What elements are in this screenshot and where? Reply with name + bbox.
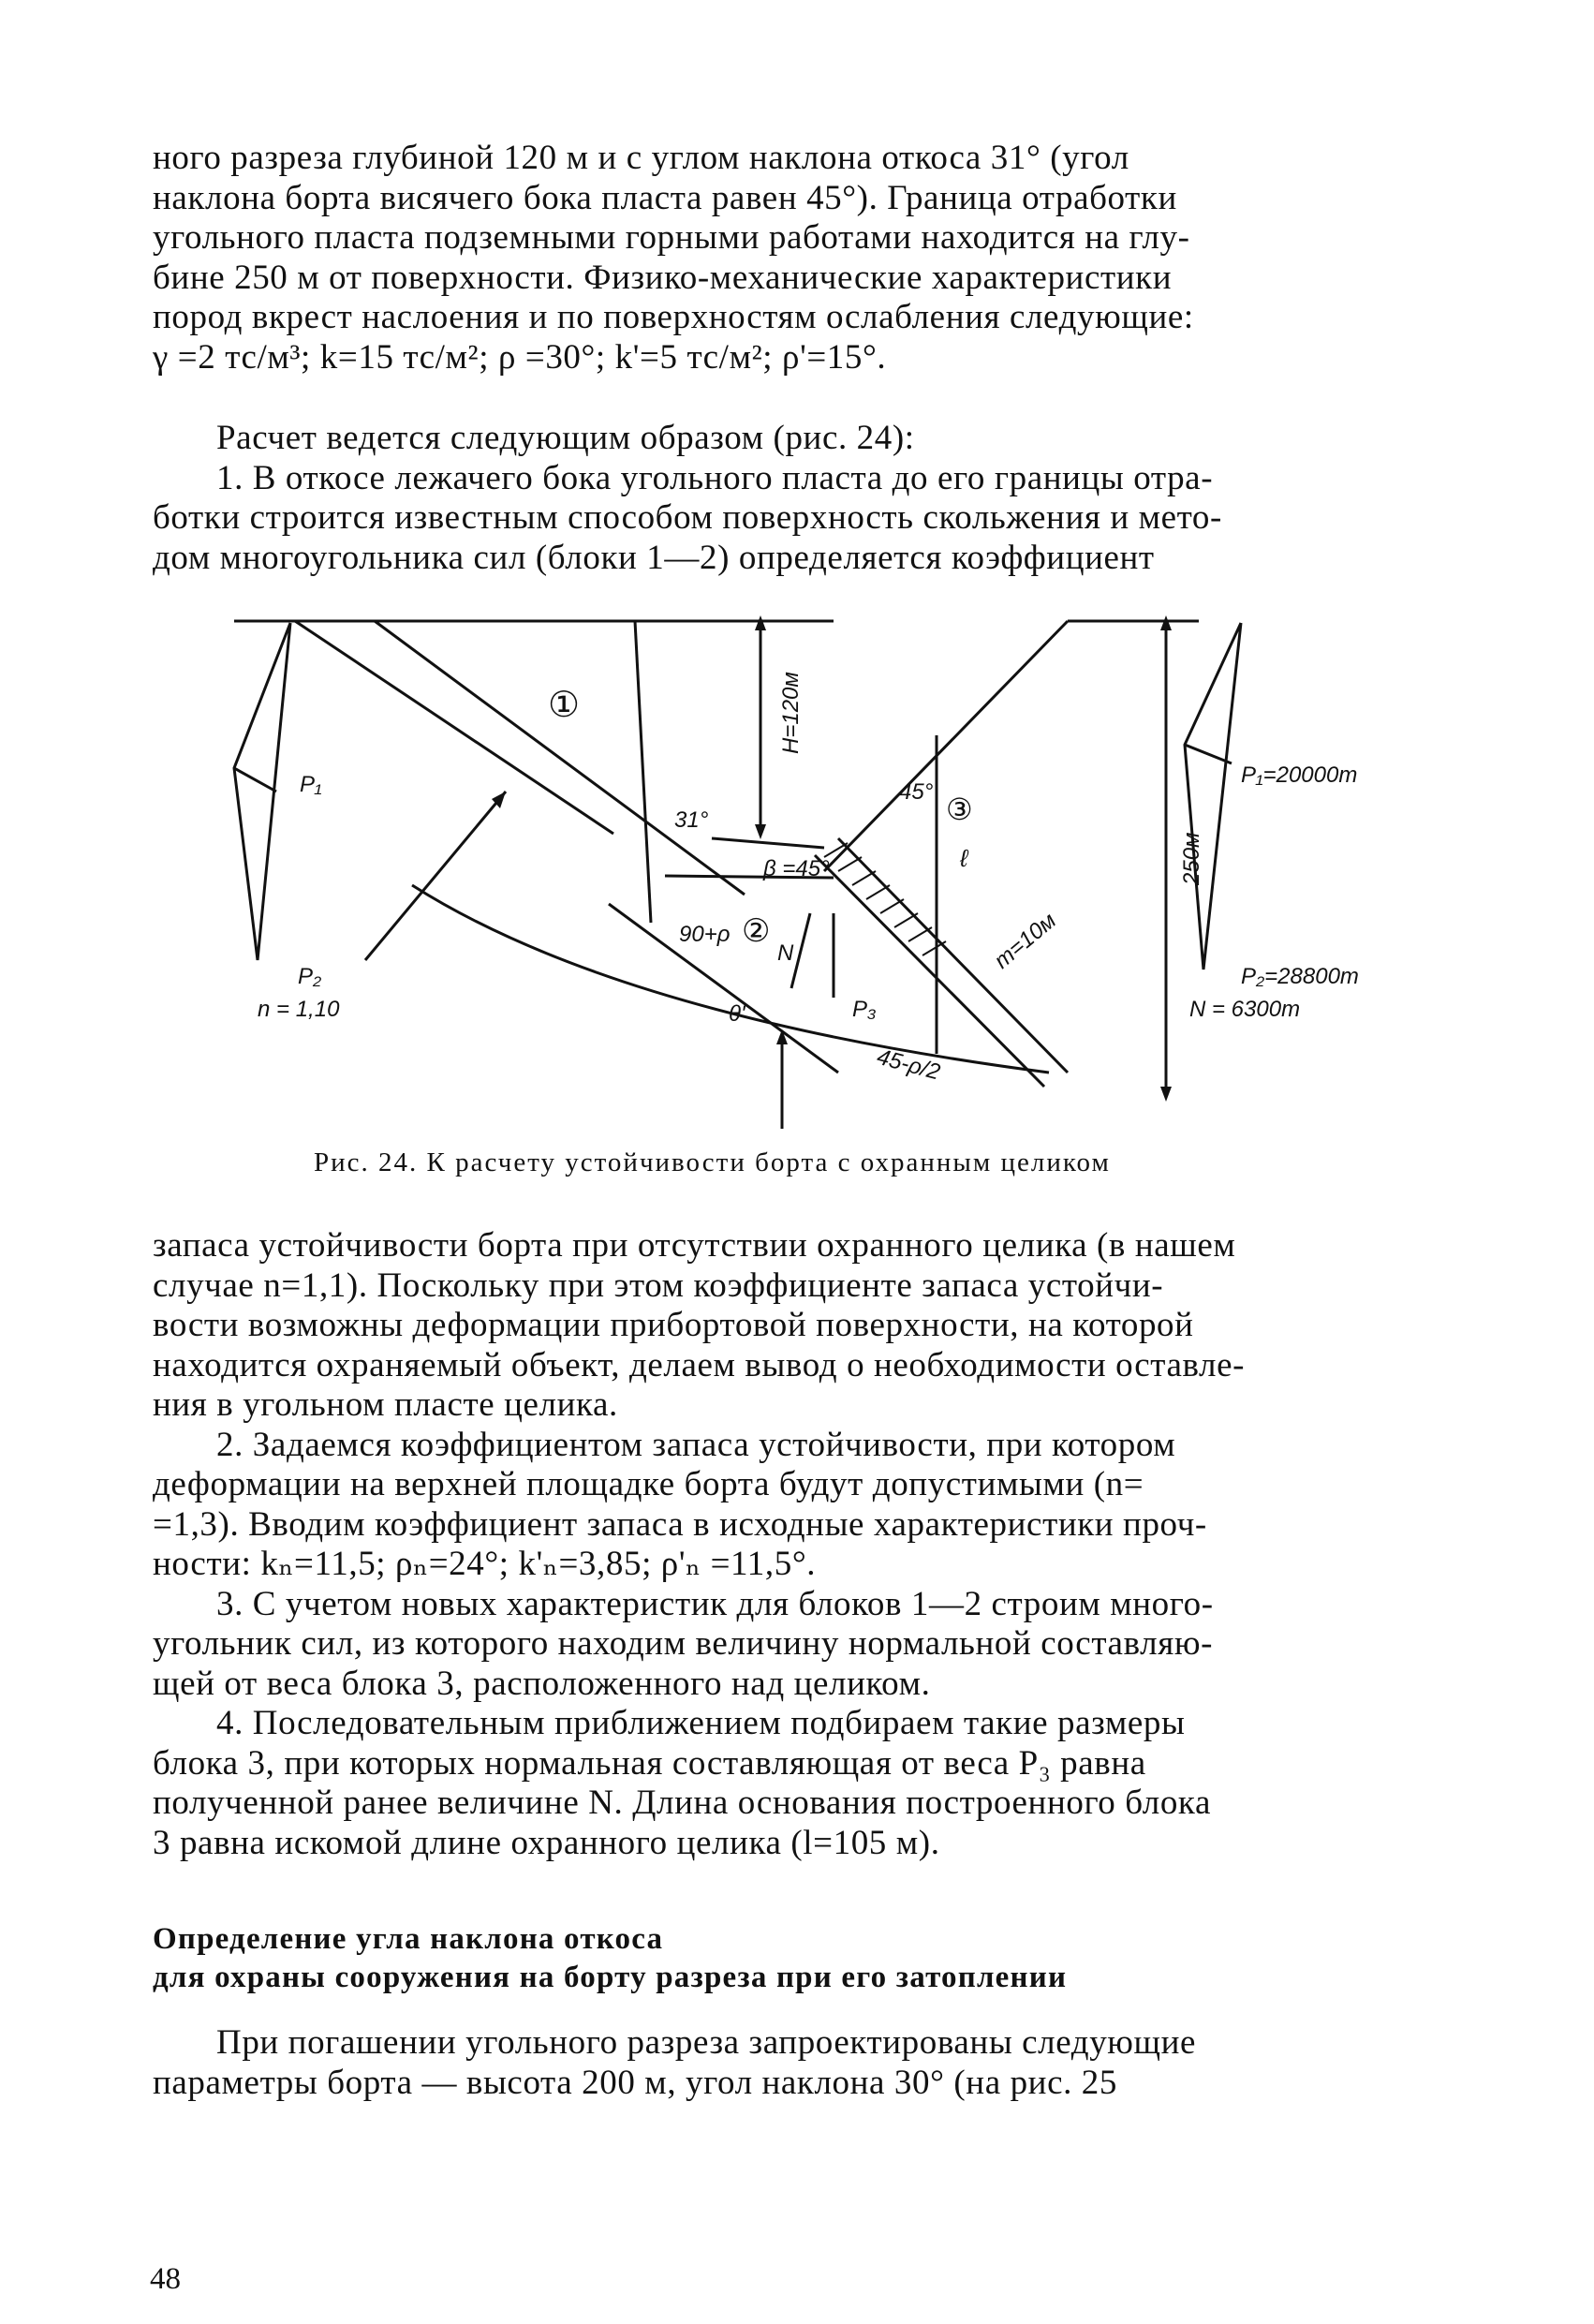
- step2-line: =1,3). Вводим коэффициент запаса в исходные характеристики проч-: [153, 1504, 1207, 1544]
- step3-line: 3. С учетом новых характеристик для блоков 1—2 строим много-: [216, 1584, 1214, 1623]
- heading-line: Определение угла наклона откоса: [153, 1922, 664, 1956]
- force-polygon-right: [1185, 623, 1241, 970]
- slip-surface: [412, 885, 1049, 1073]
- p2-left-label: P₂: [298, 964, 322, 989]
- block1-boundary: [375, 621, 745, 895]
- depth-label: 250м: [1179, 832, 1204, 885]
- step3-line: угольник сил, из которого находим величину нормальной составляю-: [153, 1624, 1213, 1663]
- n-right-label: N = 6300т: [1189, 997, 1301, 1022]
- page-number: 48: [150, 2262, 181, 2296]
- step4-line: 4. Последовательным приближением подбираем такие размеры: [216, 1704, 1186, 1742]
- footwall-slope: [295, 621, 613, 834]
- angle45p2-label: 45-ρ/2: [874, 1044, 943, 1086]
- continuation-text: [153, 1226, 1440, 1863]
- p1-right-label: P₁=20000т: [1241, 762, 1358, 788]
- text-line: При погашении угольного разреза запроектированы следующие: [216, 2023, 1197, 2062]
- p2-right-label: P₂=28800т: [1241, 964, 1359, 989]
- step3-line: щей от веса блока 3, расположенного над целиком.: [153, 1664, 931, 1703]
- block1-label: ①: [548, 686, 581, 725]
- figure-caption: Рис. 24. К расчету устойчивости борта с охранным целиком: [314, 1147, 1111, 1177]
- arrowheads: [492, 615, 1172, 1102]
- height-label: H=120м: [778, 672, 804, 754]
- hangingwall-slope: [824, 621, 1068, 871]
- text-line: бине 250 м от поверхности. Физико-механические характеристики: [153, 258, 1173, 297]
- force-p1-right: [1185, 745, 1232, 763]
- m-label: m=10м: [989, 908, 1061, 974]
- step4-line: 3 равна искомой длине охранного целика (l=105 м).: [153, 1823, 940, 1862]
- text-line: запаса устойчивости борта при отсутствии охранного целика (в нашем: [153, 1226, 1236, 1265]
- load-arrow-line: [365, 792, 506, 960]
- heading-line: для охраны сооружения на борту разреза при его затоплении: [153, 1961, 1068, 1994]
- beta-leader: [712, 838, 824, 848]
- p3-label: P₃: [852, 997, 877, 1022]
- step2-line: ности: kₙ=11,5; ρₙ=24°; k'ₙ=3,85; ρ'ₙ =11,5°.: [153, 1545, 817, 1583]
- block2-label: ②: [742, 913, 771, 949]
- text-line: γ =2 тс/м³; k=15 тс/м²; ρ =30°; k'=5 тс/м²; ρ'=15°.: [153, 337, 887, 377]
- text-line: параметры борта — высота 200 м, угол наклона 30° (на рис. 25: [153, 2063, 1117, 2102]
- step2-line: деформации на верхней площадке борта будут допустимыми (n=: [153, 1465, 1144, 1503]
- calc-intro: [153, 419, 1440, 578]
- text-line: ного разреза глубиной 120 м и с углом наклона откоса 31° (угол: [153, 139, 1129, 177]
- text-line: пород вкрест наслоения и по поверхностям ослабления следующие:: [153, 298, 1194, 336]
- text-line: случае n=1,1). Поскольку при этом коэффициенте запаса устойчи-: [153, 1266, 1164, 1305]
- l-label: ℓ: [960, 844, 968, 872]
- intro-paragraph: [153, 139, 1440, 377]
- angle90-label: 90+ρ: [679, 922, 731, 947]
- calc-line: Расчет ведется следующим образом (рис. 24):: [216, 419, 915, 457]
- step4-line: полученной ранее величине N. Длина основания построенного блока: [153, 1784, 1211, 1822]
- step1-line: дом многоугольника сил (блоки 1—2) определяется коэффициент: [153, 538, 1155, 577]
- slope-stability-diagram: [225, 604, 1386, 1129]
- text-line: угольного пласта подземными горными работами находится на глу-: [153, 218, 1190, 257]
- step4-line: блока 3, при которых нормальная составляющая от веса P₃ равна: [153, 1743, 1146, 1783]
- figure-24: [225, 604, 1386, 1129]
- text-line: наклона борта висячего бока пласта равен 45°). Граница отработки: [153, 178, 1177, 217]
- block3-label: ③: [946, 792, 973, 826]
- step1-line: ботки строится известным способом поверхность скольжения и мето-: [153, 498, 1222, 537]
- n-left-label: n = 1,10: [258, 997, 340, 1022]
- block-divider: [635, 621, 651, 923]
- step2-line: 2. Задаемся коэффициентом запаса устойчивости, при котором: [216, 1425, 1176, 1464]
- p1-left-label: P₁: [300, 772, 322, 797]
- text-line: вости возможны деформации прибортовой поверхности, на которой: [153, 1306, 1194, 1344]
- angle45-label: 45°: [899, 779, 934, 805]
- force-p1-left: [234, 768, 276, 792]
- force-polygon-left: [234, 623, 290, 960]
- section-paragraph: [153, 2023, 1440, 2103]
- section-heading: [153, 1920, 1445, 1997]
- theta-label: θ': [729, 1001, 745, 1027]
- text-line: ния в угольном пласте целика.: [153, 1385, 618, 1424]
- n-label: N: [777, 940, 794, 966]
- seam-hatch: [824, 843, 946, 955]
- n-vector: [791, 913, 810, 988]
- beta-label: β =45°: [763, 856, 830, 881]
- text-line: находится охраняемый объект, делаем вывод о необходимости оставле-: [153, 1345, 1246, 1384]
- step1-line: 1. В откосе лежачего бока угольного пласта до его границы отра-: [216, 458, 1214, 497]
- angle31-label: 31°: [674, 807, 709, 833]
- seam-bottom: [815, 855, 1044, 1087]
